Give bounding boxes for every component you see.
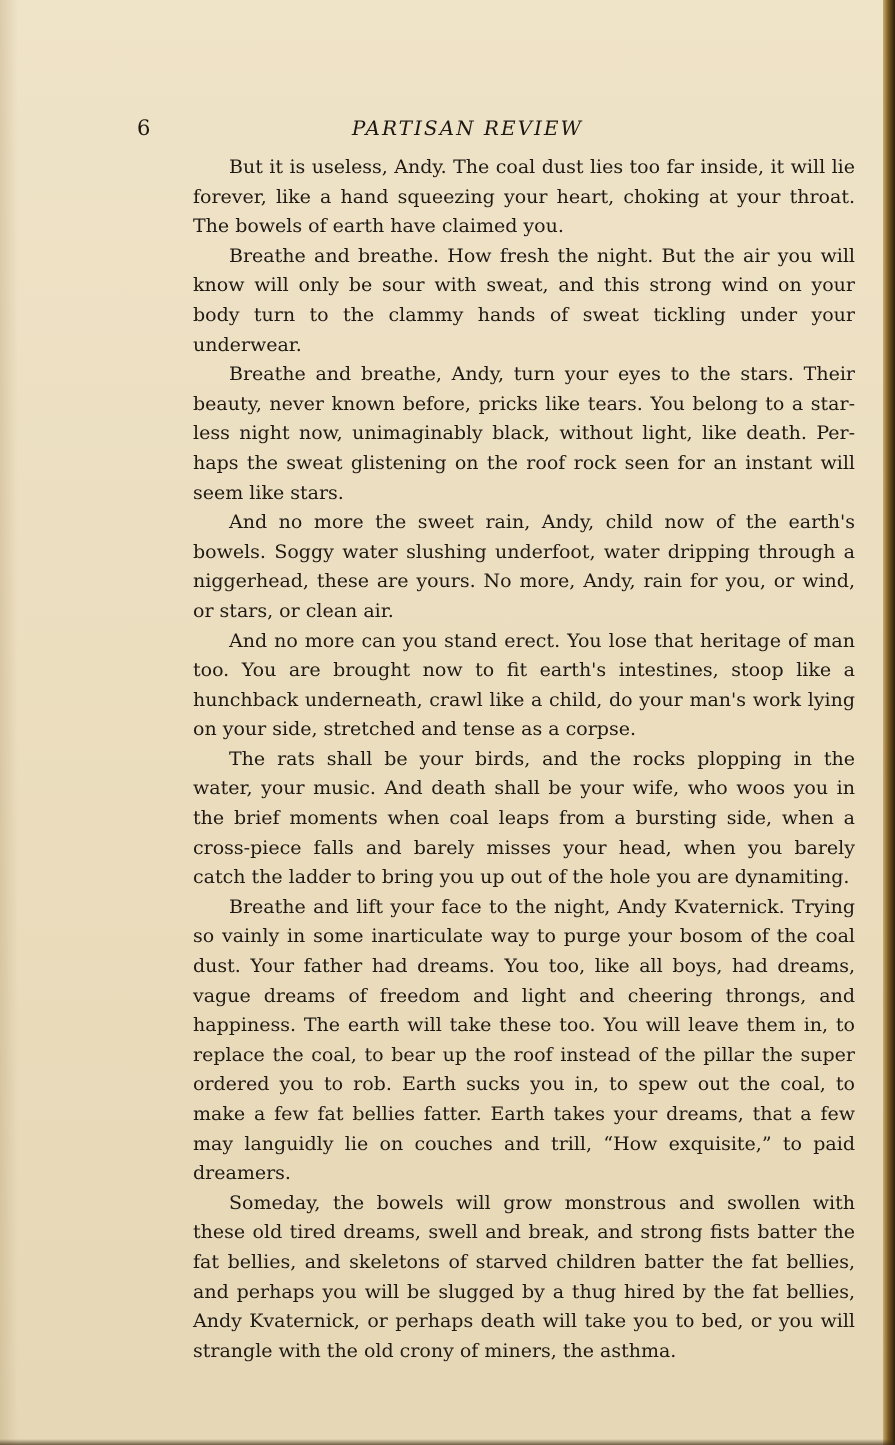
paragraph: Breathe and breathe. How fresh the night. But the air you will know will only be sour with sweat, and this strong wind on your body turn to the clammy hands of sweat tickling under your underwear. <box>193 244 855 356</box>
paragraph: And no more can you stand erect. You lose that heritage of man too. You are brought now to fit earth's intestines, stoop like a hunchback underneath, crawl like a child, do your man's work lying on your side, stretched and tense as a corpse. <box>193 629 855 741</box>
paragraph: And no more the sweet rain, Andy, child now of the earth's bowels. Soggy water slushing underfoot, water dripping through a niggerhead, these are yours. No more, Andy, rain for you, or wind, or stars, or clean air. <box>193 511 855 622</box>
body-text <box>193 153 855 1366</box>
running-head: PARTISAN REVIEW <box>351 116 584 140</box>
paragraph: But it is useless, Andy. The coal dust lies too far inside, it will lie forever, like a hand squeezing your heart, choking at your throat. The bowels of earth have claimed you. <box>193 156 855 238</box>
paragraph: Breathe and breathe, Andy, turn your eyes to the stars. Their beauty, never known before, pricks like tears. You belong to a star-less night now, unimaginably black, without light, like death. Per-haps the sweat glistening on the roof rock seen for an instant will seem like stars. <box>193 363 855 504</box>
page-bottom-shadow <box>0 1439 895 1445</box>
page-number: 6 <box>137 116 151 140</box>
paragraph: Breathe and lift your face to the night, Andy Kvaternick. Trying so vainly in some inarticulate way to purge your bosom of the coal dust. Your father had dreams. You too, like all boys, had dreams, vague dreams of freedom and light and cheering throngs, and happiness. The earth will take these too. You will leave them in, to replace the coal, to bear up the roof instead of the pillar the super ordered you to rob. Earth sucks you in, to spew out the coal, to make a few fat bellies fatter. Earth takes your dreams, that a few may languidly lie on couches and trill, “How exquisite,” to paid dreamers. <box>193 895 855 1185</box>
page-header <box>0 116 895 146</box>
paragraph: Someday, the bowels will grow monstrous and swollen with these old tired dreams, swell and break, and strong fists batter the fat bellies, and skeletons of starved children batter the fat bellies, and perhaps you will be slugged by a thug hired by the fat bellies, Andy Kvaternick, or perhaps death will take you to bed, or you will strangle with the old crony of miners, the asthma. <box>193 1191 855 1362</box>
paragraph: The rats shall be your birds, and the rocks plopping in the water, your music. And death shall be your wife, who woos you in the brief moments when coal leaps from a bursting side, when a cross-piece falls and barely misses your head, when you barely catch the ladder to bring you up out of the hole you are dynamiting. <box>193 747 855 889</box>
page-edge-shadow <box>883 0 895 1445</box>
